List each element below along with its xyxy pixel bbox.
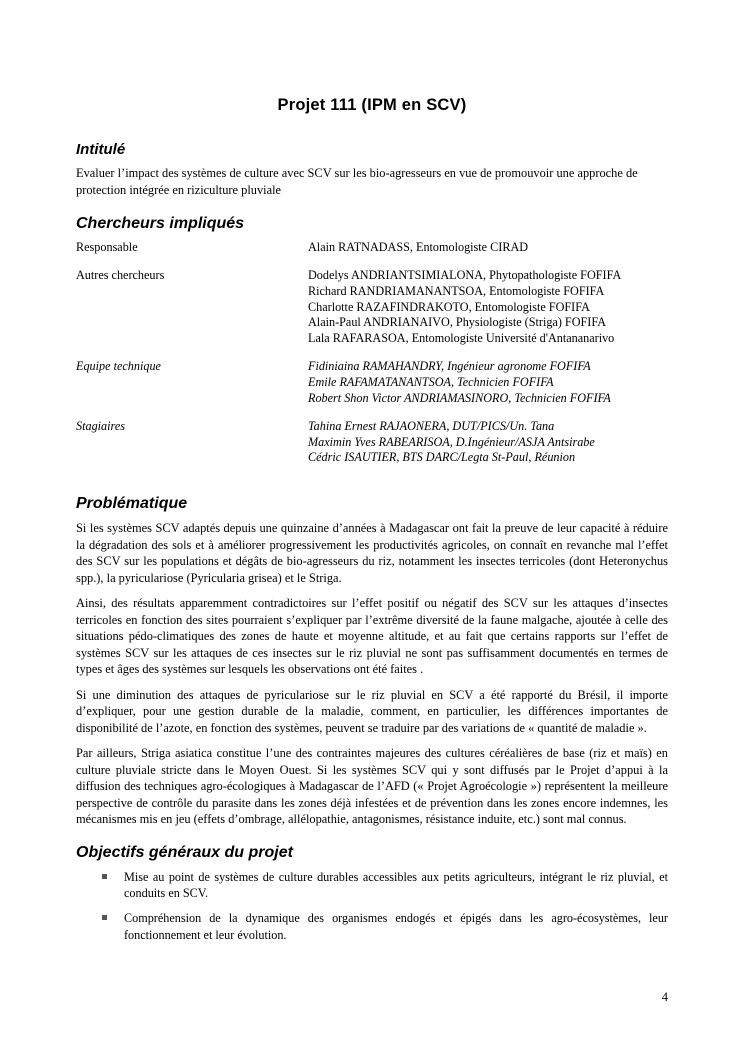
- person-name: Alain-Paul ANDRIANAIVO, Physiologiste (Striga) FOFIFA: [308, 315, 607, 330]
- section-heading-intitule: Intitulé: [76, 141, 126, 158]
- intitule-text: Evaluer l’impact des systèmes de culture avec SCV sur les bio-agresseurs en vue de promouvoir une approche de protection intégrée en riziculture pluviale: [76, 166, 638, 197]
- role-label: Responsable: [76, 239, 138, 254]
- role-label: Equipe technique: [76, 359, 161, 374]
- problematique-paragraph: Si une diminution des attaques de pyriculariose sur le riz pluvial en SCV a été rapporté du Brésil, il importe d’expliquer, pour une gestion durable de la maladie, comment, en particulier, les différences importantes de disponibilité de l’azote, en fonction des systèmes, peuvent se traduire par des variations de « quantité de maladie ».: [76, 687, 668, 735]
- page-number: 4: [661, 990, 668, 1004]
- names-cell: [308, 240, 668, 269]
- person-name: Tahina Ernest RAJAONERA, DUT/PICS/Un. Tana: [308, 419, 555, 434]
- table-row: [76, 419, 668, 479]
- section-heading-problematique: Problématique: [76, 495, 188, 513]
- person-name: Charlotte RAZAFINDRAKOTO, Entomologiste FOFIFA: [308, 299, 590, 314]
- section-heading-chercheurs: Chercheurs impliqués: [76, 214, 245, 232]
- names-cell: [308, 419, 668, 479]
- person-name: Dodelys ANDRIANTSIMIALONA, Phytopathologiste FOFIFA: [308, 268, 622, 283]
- table-row: [76, 240, 668, 269]
- person-name: Cédric ISAUTIER, BTS DARC/Legta St-Paul, Réunion: [308, 450, 576, 465]
- person-name: Lala RAFARASOA, Entomologiste Université d'Antananarivo: [308, 330, 615, 345]
- role-label: Stagiaires: [76, 419, 125, 434]
- problematique-paragraph: Ainsi, des résultats apparemment contradictoires sur l’effet positif ou négatif des SCV sur les attaques d’insectes terricoles en fonction des sites pourraient s’expliquer par l’extrême diversité de la faune malgache, ajoutée à celle des situations pédo-climatiques des zones de haute et moyenne altitude, et au fait que certains rapports sur l’effet de systèmes SCV sur les attaques de ces insectes sur le riz pluvial ne sont pas suffisamment documentés en termes de types et âges des systèmes sur lesquels les observations ont été faites .: [76, 596, 668, 677]
- table-row: [76, 359, 668, 419]
- person-name: Robert Shon Victor ANDRIAMASINORO, Technicien FOFIFA: [308, 390, 611, 405]
- table-row: [76, 268, 668, 359]
- page-title: Projet 111 (IPM en SCV): [277, 96, 467, 114]
- problematique-paragraph: Par ailleurs, Striga asiatica constitue l’une des contraintes majeures des cultures céréalières de base (riz et maïs) en culture pluviale stricte dans le Moyen Ouest. Si les systèmes SCV qui y sont diffusés par le Projet d’appui à la diffusion des techniques agro-écologiques à Madagascar de l’AFD (« Projet Agroécologie ») représentent la meilleure perspective de contrôle du parasite dans les zones déjà infestées et de prévention dans les zones encore indemnes, les mécanismes mis en jeu (effets d’ombrage, allélopathie, antagonismes, résistance induite, etc.) sont mal connus.: [76, 746, 668, 827]
- objectives-list: [76, 869, 668, 944]
- person-name: Fidiniaina RAMAHANDRY, Ingénieur agronome FOFIFA: [308, 359, 591, 374]
- list-item: Mise au point de systèmes de culture durables accessibles aux petits agriculteurs, intégrant le riz pluvial, et conduits en SCV.: [102, 869, 668, 902]
- names-cell: [308, 268, 668, 359]
- section-heading-objectifs: Objectifs généraux du projet: [76, 843, 293, 861]
- person-name: Emile RAFAMATANANTSOA, Technicien FOFIFA: [308, 374, 554, 389]
- list-item: Compréhension de la dynamique des organismes endogés et épigés dans les agro-écosystèmes, leur fonctionnement et leur évolution.: [102, 910, 668, 943]
- names-cell: [308, 359, 668, 419]
- person-name: Richard RANDRIAMANANTSOA, Entomologiste FOFIFA: [308, 283, 605, 298]
- person-name: Alain RATNADASS, Entomologiste CIRAD: [308, 239, 529, 254]
- person-name: Maximin Yves RABEARISOA, D.Ingénieur/ASJA Antsirabe: [308, 434, 595, 449]
- problematique-paragraph: Si les systèmes SCV adaptés depuis une quinzaine d’années à Madagascar ont fait la preuve de leur capacité à réduire la dégradation des sols et à améliorer progressivement les productivités agricoles, on connaît en revanche mal l’effet des SCV sur les populations et dégâts de bio-agresseurs du riz, notamment les insectes terricoles (dont Heteronychus spp.), la pyriculariose (Pyricularia grisea) et le Striga.: [76, 521, 668, 585]
- researchers-table: [76, 240, 668, 479]
- role-label: Autres chercheurs: [76, 268, 165, 283]
